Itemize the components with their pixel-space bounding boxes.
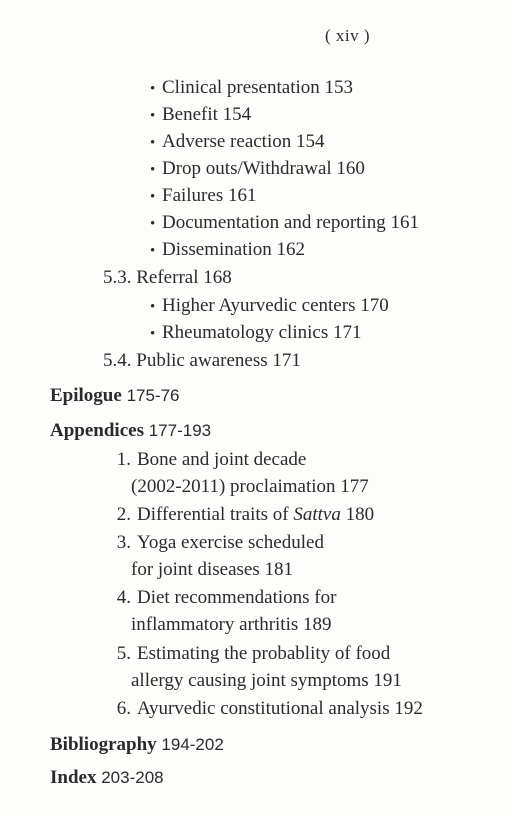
bullet-icon: •	[150, 326, 156, 342]
bullet-icon: •	[150, 299, 156, 315]
toc-entry-adverse-reaction: • Adverse reaction 154	[150, 130, 325, 155]
appendix-item-4: 4. Diet recommendations for	[116, 587, 337, 608]
bullet-icon: •	[150, 81, 156, 97]
bullet-icon: •	[150, 189, 156, 205]
toc-section-epilogue: Epilogue 175-76	[50, 385, 180, 406]
toc-entry-rheumatology-clinics: • Rheumatology clinics 171	[150, 321, 361, 346]
toc-entry-dissemination: • Dissemination 162	[150, 238, 305, 263]
appendix-item-2: 2. Differential traits of Sattva 180	[116, 504, 375, 525]
appendix-item-4-cont: inflammatory arthritis 189	[131, 614, 332, 635]
bullet-icon: •	[150, 243, 156, 259]
toc-subsection-referral: 5.3. Referral 168	[103, 267, 232, 288]
appendix-item-1: 1. Bone and joint decade	[116, 449, 307, 470]
toc-entry-failures: • Failures 161	[150, 184, 256, 209]
toc-entry-drop-outs: • Drop outs/Withdrawal 160	[150, 157, 365, 182]
toc-subsection-public-awareness: 5.4. Public awareness 171	[103, 350, 301, 371]
appendix-item-1-cont: (2002-2011) proclaimation 177	[131, 476, 369, 497]
toc-section-index: Index 203-208	[50, 767, 164, 788]
toc-section-appendices: Appendices 177-193	[50, 420, 212, 441]
bullet-icon: •	[150, 108, 156, 124]
bullet-icon: •	[150, 216, 156, 232]
bullet-icon: •	[150, 162, 156, 178]
bullet-icon: •	[150, 135, 156, 151]
toc-entry-higher-ayurvedic-centers: • Higher Ayurvedic centers 170	[150, 294, 389, 319]
appendix-item-5-cont: allergy causing joint symptoms 191	[131, 670, 402, 691]
appendix-item-3-cont: for joint diseases 181	[131, 559, 294, 580]
toc-entry-documentation: • Documentation and reporting 161	[150, 211, 419, 236]
appendix-item-6: 6. Ayurvedic constitutional analysis 192	[116, 698, 423, 719]
toc-entry-benefit: • Benefit 154	[150, 103, 251, 128]
appendix-item-5: 5. Estimating the probablity of food	[116, 643, 391, 664]
appendix-item-3: 3. Yoga exercise scheduled	[116, 532, 324, 553]
toc-section-bibliography: Bibliography 194-202	[50, 734, 224, 755]
toc-entry-clinical-presentation: • Clinical presentation 153	[150, 76, 353, 101]
page-number: ( xiv )	[325, 26, 371, 45]
